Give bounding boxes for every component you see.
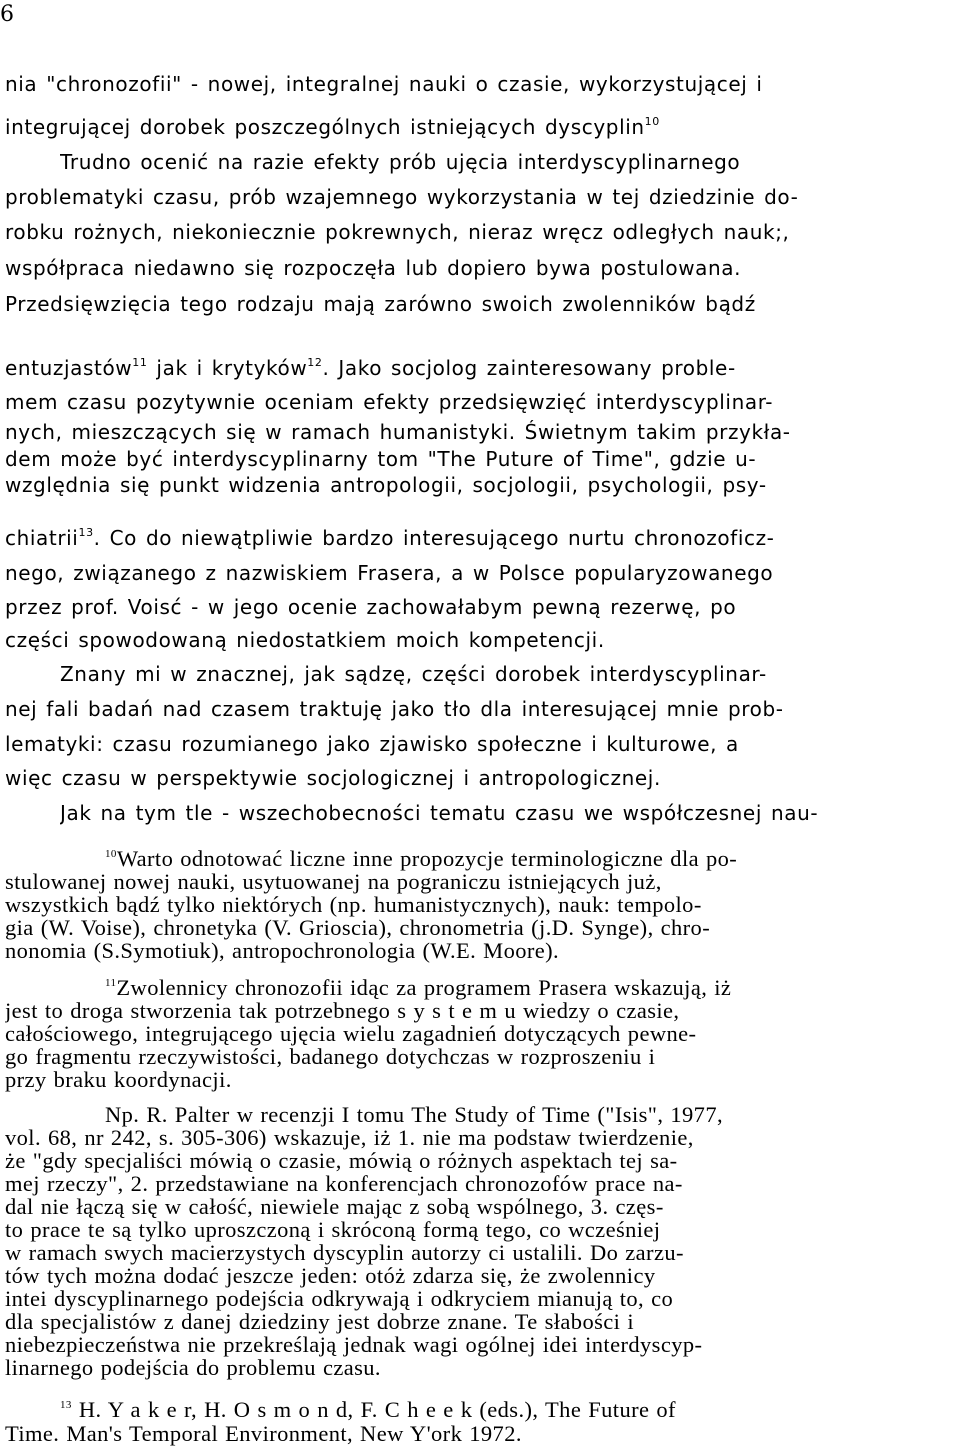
- body-line: nego, związanego z nazwiskiem Frasera, a w Polsce popularyzowanego: [5, 561, 774, 585]
- footnote-line: intei dyscyplinarnego podejścia odkrywają i odkryciem mianują to, co: [5, 1286, 674, 1311]
- body-line: Znany mi w znacznej, jak sądzę, części dorobek interdyscyplinar-: [60, 662, 767, 686]
- footnote-line: wszystkich bądź tylko niektórych (np. humanistycznych), nauk: tempolo-: [5, 892, 702, 917]
- footnote-line: Np. R. Palter w recenzji I tomu The Study of Time ("Isis", 1977,: [105, 1102, 724, 1127]
- body-line: chiatrii$^{13}$. Co do niewątpliwie bardzo interesującego nurtu chronozoficz-: [5, 526, 775, 550]
- body-line: współpraca niedawno się rozpoczęła lub dopiero bywa postulowana.: [5, 256, 742, 280]
- body-line: lematyki: czasu rozumianego jako zjawisko społeczne i kulturowe, a: [5, 732, 739, 756]
- body-line: względnia się punkt widzenia antropologii, socjologii, psychologii, psy-: [5, 473, 767, 497]
- body-line: robku rożnych, niekoniecznie pokrewnych, nieraz wręcz odległych nauk;,: [5, 220, 790, 244]
- footnote-line: dal nie łączą się w całość, niewiele mając z sobą wspólnego, 3. częs-: [5, 1194, 664, 1219]
- footnote-ref: 11: [132, 356, 148, 369]
- footnote-line: w ramach swych macierzystych dyscyplin autorzy ci ustalili. Do zarzu-: [5, 1240, 684, 1265]
- body-line: entuzjastów$^{11}$ jak i krytyków$^{12}$. Jako socjolog zainteresowany proble-: [5, 356, 736, 380]
- body-line: mem czasu pozytywnie oceniam efekty przedsięwzięć interdyscyplinar-: [5, 390, 774, 414]
- body-line: przez prof. Voisć - w jego ocenie zachowałabym pewną rezerwę, po: [5, 595, 737, 619]
- footnote-line: mej rzeczy", 2. przedstawiane na konferencjach chronozofów prace na-: [5, 1171, 683, 1196]
- footnote-marker: 11: [105, 977, 117, 989]
- body-line: więc czasu w perspektywie socjologicznej i antropologicznej.: [5, 766, 661, 790]
- body-line: nej fali badań nad czasem traktuję jako tło dla interesującej mnie prob-: [5, 697, 784, 721]
- body-line: Jak na tym tle - wszechobecności tematu czasu we współczesnej nau-: [60, 801, 819, 825]
- body-line: problematyki czasu, prób wzajemnego wykorzystania w tej dziedzinie do-: [5, 185, 799, 209]
- footnote-line: vol. 68, nr 242, s. 305-306) wskazuje, iż 1. nie ma podstaw twierdzenie,: [5, 1125, 694, 1150]
- footnote-line: stulowanej nowej nauki, usytuowanej na pograniczu istniejących już,: [5, 869, 662, 894]
- footnote-ref: 13: [78, 526, 94, 539]
- footnote-line: że "gdy specjaliści mówią o czasie, mówią o różnych aspektach tej sa-: [5, 1148, 678, 1173]
- footnote-line: niebezpieczeństwa nie przekreślają jednak wagi ogólnej idei interdyscyp-: [5, 1332, 703, 1357]
- footnote-line: całościowego, integrującego ujęcia wielu zagadnień dotyczących pewne-: [5, 1021, 697, 1046]
- footnote-line: jest to droga stworzenia tak potrzebnego s y s t e m u wiedzy o czasie,: [5, 998, 680, 1023]
- footnote-line: go fragmentu rzeczywistości, badanego dotychczas w rozproszeniu i: [5, 1044, 656, 1069]
- footnote-line: $^{10}$Warto odnotować liczne inne propozycje terminologiczne dla po-: [105, 846, 738, 871]
- footnote-line: $^{11}$Zwolennicy chronozofii idąc za programem Prasera wskazują, iż: [105, 975, 732, 1000]
- footnote-ref: 10: [644, 115, 660, 128]
- footnote-line: tów tych można dodać jeszcze jeden: otóż zdarza się, że zwolennicy: [5, 1263, 656, 1288]
- footnote-line: dla specjalistów z danej dziedziny jest dobrze znane. Te słabości i: [5, 1309, 634, 1334]
- footnote-marker: 13: [60, 1399, 72, 1411]
- footnote-line: linarnego podejścia do problemu czasu.: [5, 1355, 381, 1380]
- footnote-line: gia (W. Voise), chronetyka (V. Grioscia), chronometria (j.D. Synge), chro-: [5, 915, 711, 940]
- footnote-marker: 10: [105, 848, 117, 860]
- body-line: Przedsięwzięcia tego rodzaju mają zarówno swoich zwolenników bądź: [5, 292, 756, 316]
- body-line: części spowodowaną niedostatkiem moich kompetencji.: [5, 628, 605, 652]
- footnote-line: Time. Man's Temporal Environment, New Y'ork 1972.: [5, 1421, 522, 1446]
- body-line: Trudno ocenić na razie efekty prób ujęcia interdyscyplinarnego: [60, 150, 741, 174]
- body-line: integrującej dorobek poszczególnych istniejących dyscyplin$^{10}$: [5, 115, 660, 139]
- footnote-ref: 12: [307, 356, 323, 369]
- footnote-line: to prace te są tylko uproszczoną i skróconą formą tego, co wcześniej: [5, 1217, 661, 1242]
- footnote-line: nonomia (S.Symotiuk), antropochronologia (W.E. Moore).: [5, 938, 560, 963]
- body-line: nych, mieszczących się w ramach humanistyki. Świetnym takim przykła-: [5, 420, 791, 444]
- body-line: dem może być interdyscyplinarny tom "The Puture of Time", gdzie u-: [5, 447, 757, 471]
- page-number: 6: [0, 2, 14, 27]
- body-line: nia "chronozofii" - nowej, integralnej nauki o czasie, wykorzystującej i: [5, 72, 763, 96]
- footnote-line: $^{13}$ H. Y a k e r, H. O s m o n d, F. C h e e k (eds.), The Future of: [60, 1397, 676, 1422]
- footnote-line: przy braku koordynacji.: [5, 1067, 232, 1092]
